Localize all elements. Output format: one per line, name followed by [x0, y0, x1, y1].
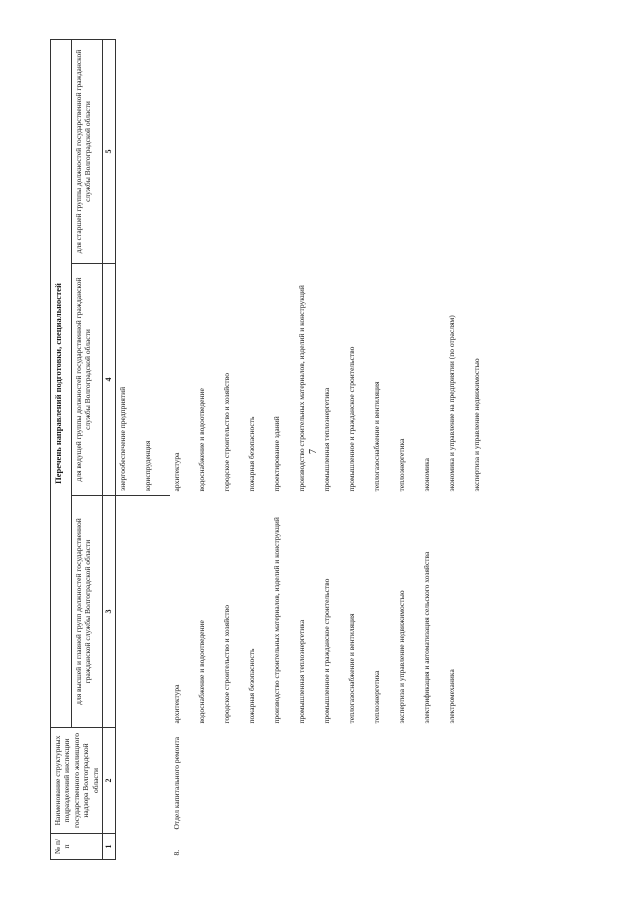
list-item: экспертиза и управление недвижимостью	[396, 590, 406, 724]
list-item: электрификация и автоматизация сельского хозяйства	[421, 551, 431, 724]
list-item: водоснабжение и водоотведение	[196, 388, 206, 492]
list-item: промышленное и гражданское строительство	[346, 346, 356, 492]
list-item: производство строительных материалов, изделий и конструкций	[296, 285, 306, 492]
list-item: водоснабжение и водоотведение	[196, 620, 206, 724]
list-item: экономика и управление на предприятии (по отраслям)	[446, 315, 456, 492]
department-name: Отдел капитального ремонта	[171, 736, 181, 830]
header-high-group: для высшей и главной групп должностей государственной гражданской службы Волгоградской области	[71, 496, 102, 728]
list-item: пожарная безопасность	[246, 648, 256, 724]
page-number: 7	[308, 449, 319, 454]
list-item: юриспруденция	[142, 440, 152, 491]
list-item: теплогазоснабжение и вентиляция	[371, 381, 381, 492]
column-number-row	[102, 39, 115, 859]
list-item: энергообеспечение предприятий	[117, 386, 127, 491]
list-item: электромеханика	[446, 669, 456, 724]
list-item: архитектура	[171, 452, 181, 492]
list-item: промышленная теплоэнергетика	[321, 387, 331, 492]
list-item: проектирование зданий	[271, 416, 281, 492]
list-item: городское строительство и хозяйство	[221, 373, 231, 492]
header-num: № п/п	[51, 834, 103, 860]
list-item: теплоэнергетика	[396, 438, 406, 492]
list-item: экспертиза и управление недвижимостью	[471, 358, 481, 492]
column-number: 2	[102, 728, 115, 834]
list-item: экономика	[421, 458, 431, 492]
rotated-table-sheet	[50, 40, 540, 860]
header-list: Перечень направлений подготовки, специальностей	[51, 39, 72, 727]
row-number: 8.	[171, 849, 181, 856]
continued-col4	[115, 264, 170, 496]
senior-group-list	[170, 39, 499, 263]
column-number: 4	[102, 264, 115, 496]
table-row	[170, 39, 499, 859]
high-group-list	[170, 496, 499, 728]
list-item: пожарная безопасность	[246, 416, 256, 492]
list-item: промышленное и гражданское строительство	[321, 578, 331, 724]
header-row-1	[51, 39, 72, 859]
list-item: промышленная теплоэнергетика	[296, 619, 306, 724]
list-item: архитектура	[171, 684, 181, 724]
list-item: теплогазоснабжение и вентиляция	[346, 613, 356, 724]
list-item: городское строительство и хозяйство	[221, 605, 231, 724]
column-number: 5	[102, 39, 115, 263]
header-department: Наименование структурных подразделений инспекции государственного жилищного надзора Волгоградской области	[51, 728, 103, 834]
column-number: 1	[102, 834, 115, 860]
list-item: теплоэнергетика	[371, 670, 381, 724]
continuation-row	[115, 39, 170, 859]
header-senior-group: для старшей группы должностей государственной гражданской службы Волгоградской области	[71, 39, 102, 263]
specialties-table	[50, 39, 499, 860]
lead-group-list	[170, 264, 499, 496]
column-number: 3	[102, 496, 115, 728]
list-item: производство строительных материалов, изделий и конструкций	[271, 517, 281, 724]
header-lead-group: для ведущей группы должностей государственной гражданской службы Волгоградской области	[71, 264, 102, 496]
